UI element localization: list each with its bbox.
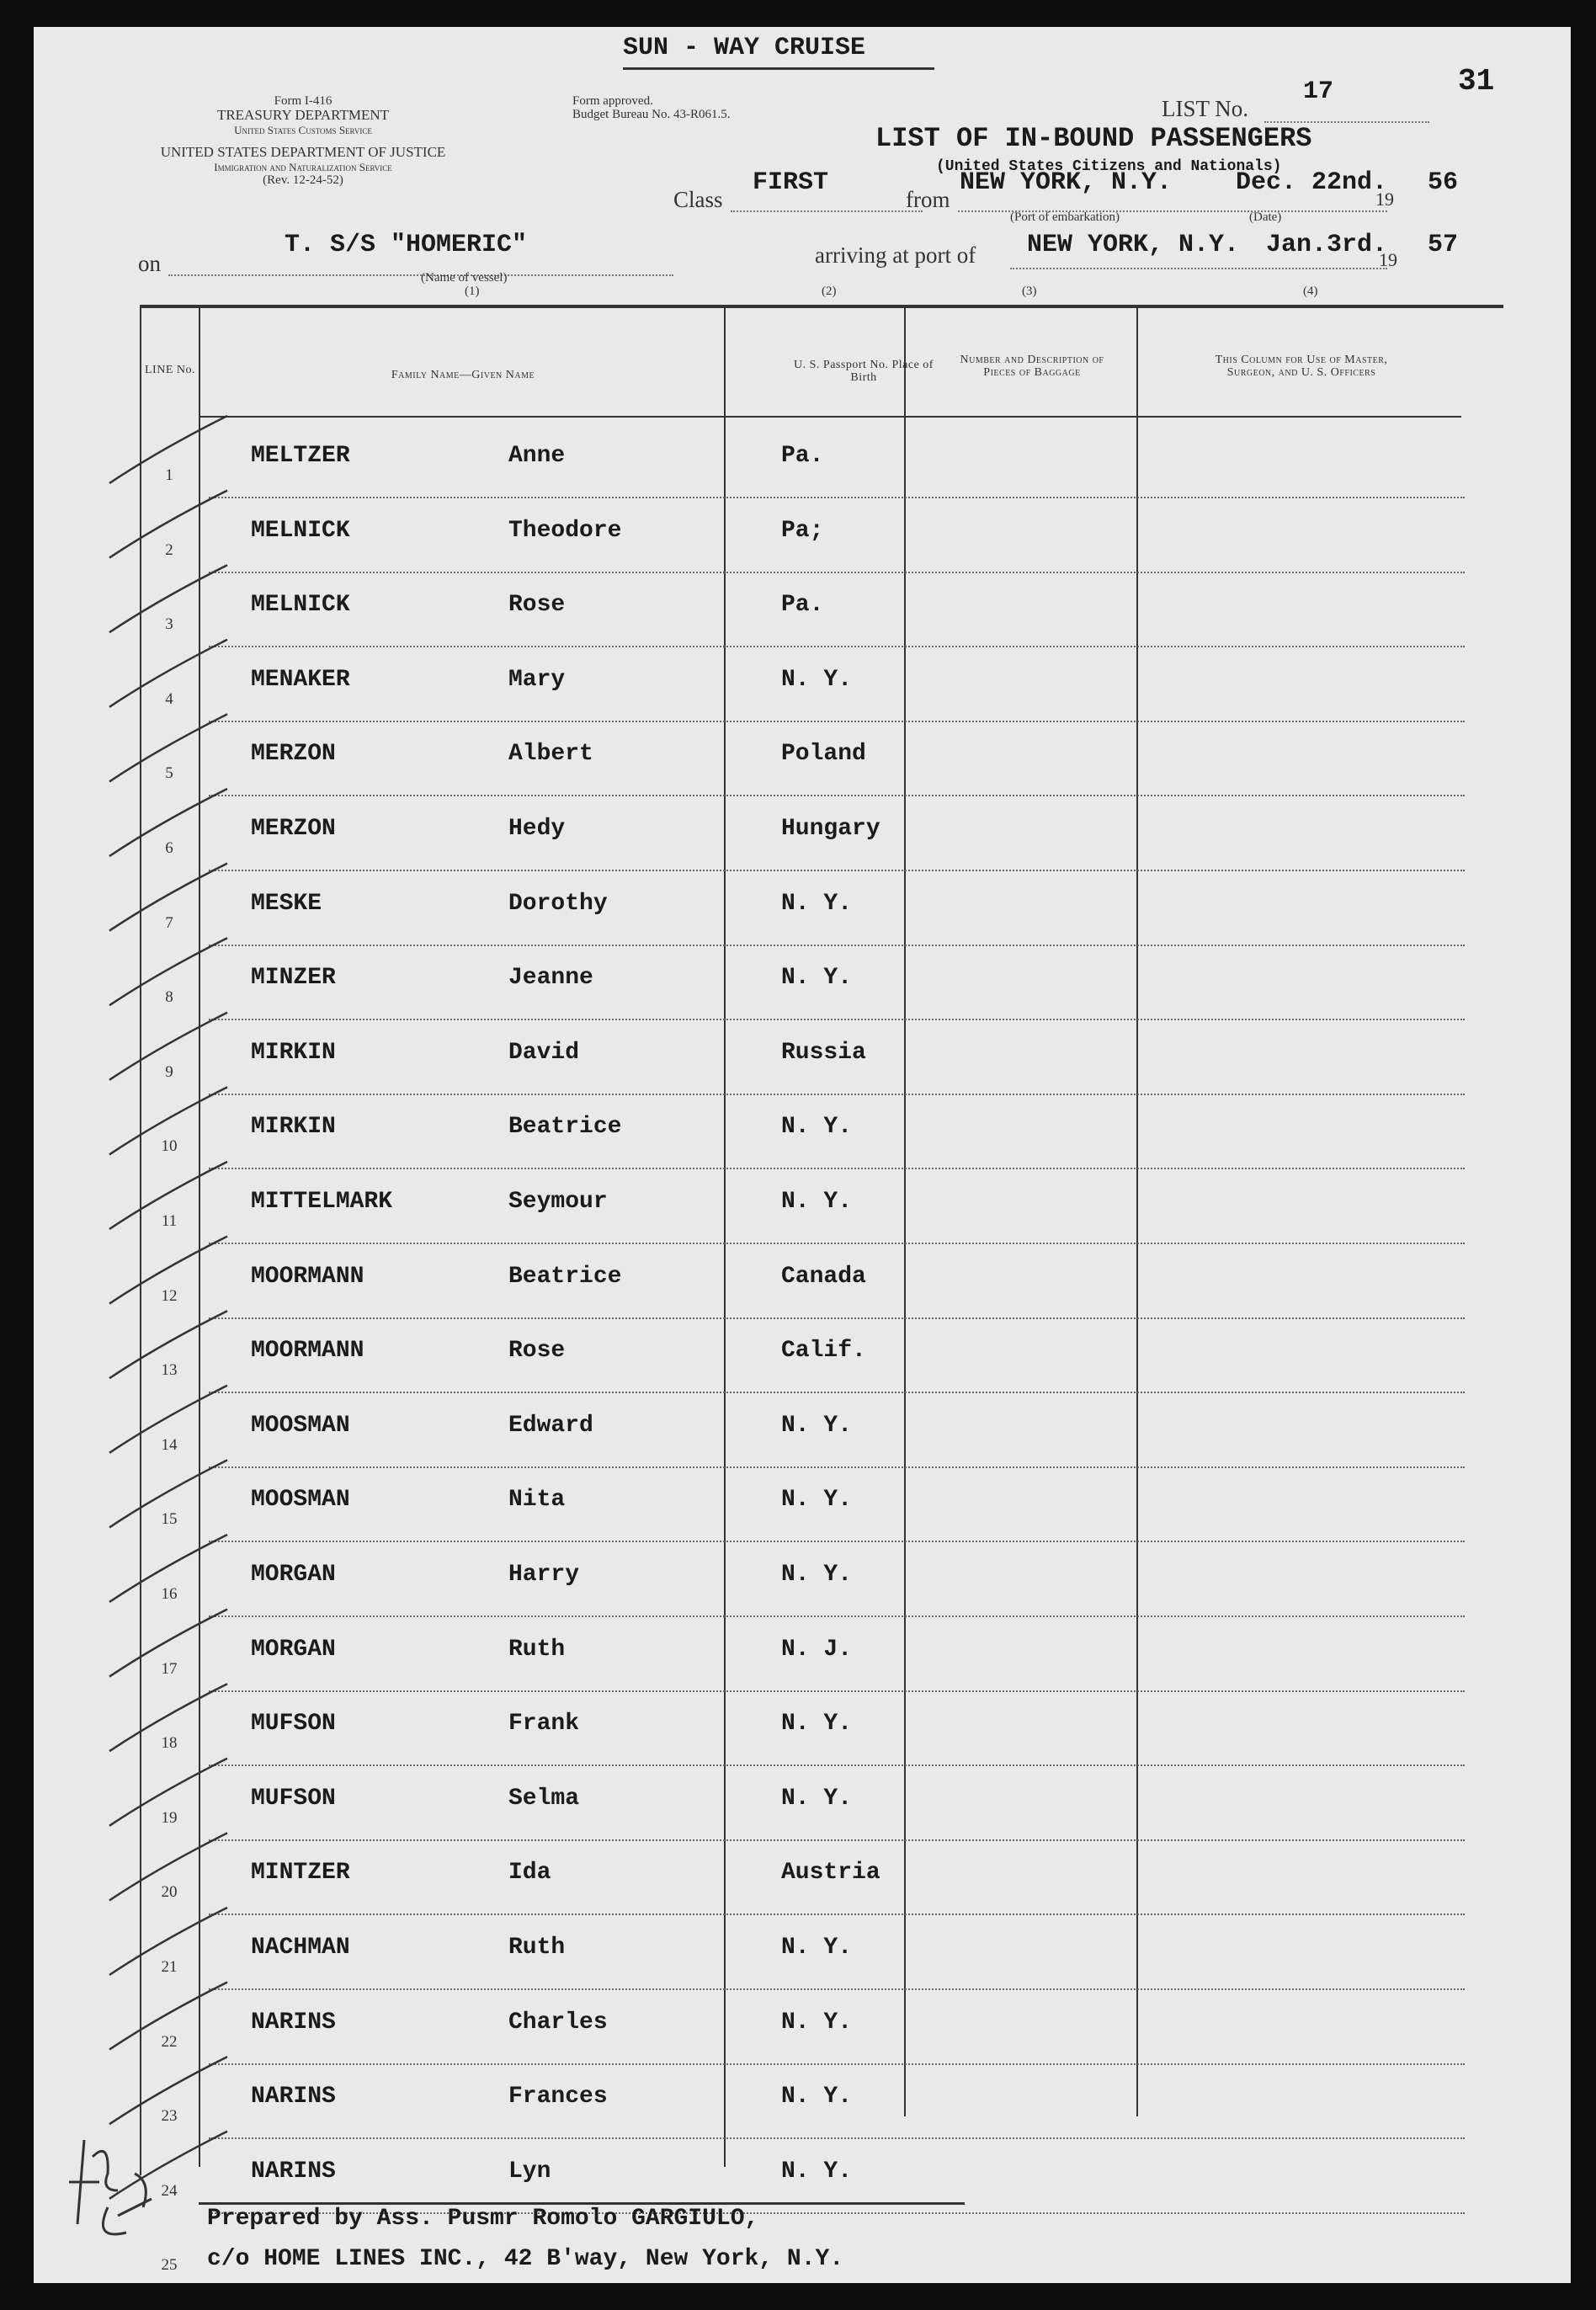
checkmark (109, 565, 227, 632)
checkmark (109, 1087, 227, 1154)
list-title: LIST OF IN-BOUND PASSENGERS (875, 123, 1312, 154)
place-of-birth: N. Y. (781, 1562, 853, 1588)
given-name: Frances (508, 2084, 608, 2110)
arrival-port: NEW YORK, N.Y. (1027, 231, 1240, 259)
given-name: Rose (508, 1338, 566, 1365)
class-value: FIRST (753, 168, 829, 197)
line-number: 8 (165, 988, 173, 1007)
line-number: 25 (161, 2256, 178, 2275)
checkmark (109, 1833, 227, 1900)
family-name: MENAKER (251, 666, 350, 693)
year-prefix-1: 19 (1375, 189, 1394, 210)
form-id: Form I-416 (274, 94, 332, 108)
place-of-birth: N. Y. (781, 1935, 853, 1961)
agency-address: c/o HOME LINES INC., 42 B'way, New York, N.Y. (207, 2246, 844, 2272)
list-subtitle: (United States Citizens and Nationals) (936, 158, 1282, 175)
given-name: Ruth (508, 1636, 566, 1663)
family-name: MORGAN (251, 1562, 336, 1588)
line-number: 20 (161, 1883, 178, 1902)
line-number: 4 (165, 689, 173, 708)
line-number: 24 (161, 2181, 178, 2200)
place-of-birth: N. Y. (781, 965, 853, 992)
given-name: Hedy (508, 816, 566, 842)
list-no-value: 17 (1303, 77, 1334, 106)
budget-bureau: Budget Bureau No. 43-R061.5. (572, 108, 731, 121)
year-1: 56 (1428, 168, 1459, 197)
date-from: Dec. 22nd. (1236, 168, 1388, 197)
family-name: MOOSMAN (251, 1487, 350, 1514)
place-of-birth: N. Y. (781, 2084, 853, 2110)
checkmark (109, 864, 227, 931)
given-name: Frank (508, 1711, 580, 1738)
family-name: MINTZER (251, 1860, 350, 1887)
header-officers: This Column for Use of Master, Surgeon, and U. S. Officers (1215, 354, 1388, 379)
line-number: 21 (161, 1958, 178, 1976)
checkmark (109, 1386, 227, 1453)
line-number: 16 (161, 1585, 178, 1603)
place-of-birth: Pa; (781, 517, 824, 544)
checkmark (109, 2057, 227, 2124)
line-number: 9 (165, 1062, 173, 1081)
header-baggage: Number and Description of Pieces of Baggage (960, 354, 1104, 379)
checkmark (109, 1311, 227, 1378)
checkmark (109, 1013, 227, 1080)
checkmark (109, 640, 227, 707)
family-name: MOOSMAN (251, 1412, 350, 1439)
line-number: 2 (165, 540, 173, 559)
place-of-birth: N. Y. (781, 1189, 853, 1215)
line-number: 17 (161, 1659, 178, 1678)
caption-4: (4) (1303, 285, 1318, 298)
given-name: Dorothy (508, 890, 608, 917)
family-name: MIRKIN (251, 1039, 336, 1066)
line-number: 13 (161, 1361, 178, 1380)
family-name: MELTZER (251, 443, 350, 469)
checkmark (109, 1535, 227, 1602)
place-of-birth: N. Y. (781, 890, 853, 917)
given-name: Beatrice (508, 1114, 622, 1141)
line-number: 10 (161, 1137, 178, 1156)
port-caption: (Port of embarkation) (1010, 210, 1120, 224)
checkmark (109, 714, 227, 781)
given-name: Beatrice (508, 1263, 622, 1290)
line-number: 23 (161, 2107, 178, 2126)
family-name: MOORMANN (251, 1338, 364, 1365)
given-name: Edward (508, 1412, 593, 1439)
checkmarks-layer (34, 27, 1571, 2283)
given-name: Jeanne (508, 965, 593, 992)
vessel-name: T. S/S "HOMERIC" (285, 231, 528, 259)
place-of-birth: Canada (781, 1263, 866, 1290)
checkmark (109, 416, 227, 483)
header-family-name: Family Name—Given Name (391, 369, 535, 381)
family-name: NARINS (251, 2084, 336, 2110)
line-number: 14 (161, 1435, 178, 1454)
caption-1: (1) (465, 285, 480, 298)
date-caption: (Date) (1249, 210, 1282, 224)
family-name: MUFSON (251, 1711, 336, 1738)
from-value: NEW YORK, N.Y. (960, 168, 1173, 197)
place-of-birth: Calif. (781, 1338, 866, 1365)
checkmark (109, 1983, 227, 2050)
place-of-birth: N. Y. (781, 1114, 853, 1141)
cruise-title: SUN - WAY CRUISE (623, 34, 866, 62)
place-of-birth: N. Y. (781, 2009, 853, 2036)
document-page (34, 27, 1571, 2283)
caption-3: (3) (1022, 285, 1037, 298)
line-number: 18 (161, 1734, 178, 1753)
family-name: MESKE (251, 890, 322, 917)
given-name: Mary (508, 666, 566, 693)
treasury-dept: TREASURY DEPARTMENT (216, 107, 390, 123)
arriving-label: arriving at port of (815, 242, 976, 268)
family-name: MELNICK (251, 592, 350, 619)
given-name: Seymour (508, 1189, 608, 1215)
class-label: Class (673, 187, 723, 212)
family-name: MOORMANN (251, 1263, 364, 1290)
checkmark (109, 1908, 227, 1975)
place-of-birth: N. J. (781, 1636, 853, 1663)
revision-date: (Rev. 12-24-52) (263, 173, 343, 187)
checkmark (109, 491, 227, 558)
line-number: 19 (161, 1808, 178, 1827)
family-name: NACHMAN (251, 1935, 350, 1961)
given-name: Nita (508, 1487, 566, 1514)
family-name: NARINS (251, 2158, 336, 2185)
place-of-birth: Pa. (781, 592, 824, 619)
checkmark (109, 938, 227, 1005)
on-label: on (138, 251, 161, 276)
family-name: MELNICK (251, 517, 350, 544)
header-passport: U. S. Passport No. Place of Birth (794, 359, 934, 384)
place-of-birth: N. Y. (781, 666, 853, 693)
given-name: Rose (508, 592, 566, 619)
checkmark (109, 1684, 227, 1751)
given-name: Selma (508, 1785, 580, 1812)
place-of-birth: N. Y. (781, 1487, 853, 1514)
place-of-birth: Hungary (781, 816, 880, 842)
family-name: MIRKIN (251, 1114, 336, 1141)
given-name: Albert (508, 741, 593, 768)
checkmark (109, 1759, 227, 1826)
place-of-birth: Russia (781, 1039, 866, 1066)
caption-2: (2) (822, 285, 837, 298)
place-of-birth: Poland (781, 741, 866, 768)
line-number: 1 (165, 466, 173, 484)
given-name: Charles (508, 2009, 608, 2036)
given-name: David (508, 1039, 580, 1066)
place-of-birth: N. Y. (781, 1412, 853, 1439)
prepared-by: Prepared by Ass. Pusmr Romolo GARGIULO, (207, 2206, 759, 2232)
family-name: MORGAN (251, 1636, 336, 1663)
checkmark (109, 789, 227, 856)
line-number: 7 (165, 913, 173, 932)
checkmark (109, 1610, 227, 1677)
checkmark (109, 1460, 227, 1527)
given-name: Ruth (508, 1935, 566, 1961)
line-number: 3 (165, 615, 173, 634)
place-of-birth: N. Y. (781, 1785, 853, 1812)
checkmark (109, 1237, 227, 1304)
family-name: NARINS (251, 2009, 336, 2036)
vessel-caption: (Name of vessel) (421, 271, 508, 285)
page-number: 31 (1458, 64, 1495, 98)
place-of-birth: Austria (781, 1860, 880, 1887)
given-name: Ida (508, 1860, 551, 1887)
line-number: 11 (161, 1212, 178, 1230)
footer-rule (199, 2202, 965, 2205)
customs-service: United States Customs Service (234, 124, 372, 136)
from-label: from (906, 187, 950, 212)
header-line-no: LINE No. (145, 364, 195, 376)
line-number: 15 (161, 1510, 178, 1529)
line-number: 6 (165, 839, 173, 857)
line-number: 22 (161, 2032, 178, 2051)
family-name: MERZON (251, 816, 336, 842)
place-of-birth: N. Y. (781, 2158, 853, 2185)
family-name: MERZON (251, 741, 336, 768)
list-no-label: LIST No. (1162, 96, 1249, 121)
line-number: 12 (161, 1286, 178, 1305)
given-name: Theodore (508, 517, 622, 544)
checkmark (109, 1162, 227, 1229)
family-name: MITTELMARK (251, 1189, 393, 1215)
given-name: Harry (508, 1562, 580, 1588)
family-name: MUFSON (251, 1785, 336, 1812)
given-name: Lyn (508, 2158, 551, 2185)
arrival-date: Jan.3rd. (1266, 231, 1388, 259)
line-number: 5 (165, 764, 173, 783)
family-name: MINZER (251, 965, 336, 992)
given-name: Anne (508, 443, 566, 469)
year-prefix-2: 19 (1379, 249, 1397, 270)
place-of-birth: Pa. (781, 443, 824, 469)
justice-dept: UNITED STATES DEPARTMENT OF JUSTICE (160, 144, 446, 160)
handwritten-mark (59, 2123, 194, 2258)
year-2: 57 (1428, 231, 1459, 259)
immigration-service: Immigration and Naturalization Service (214, 161, 392, 173)
form-approved: Form approved. (572, 94, 653, 108)
place-of-birth: N. Y. (781, 1711, 853, 1738)
